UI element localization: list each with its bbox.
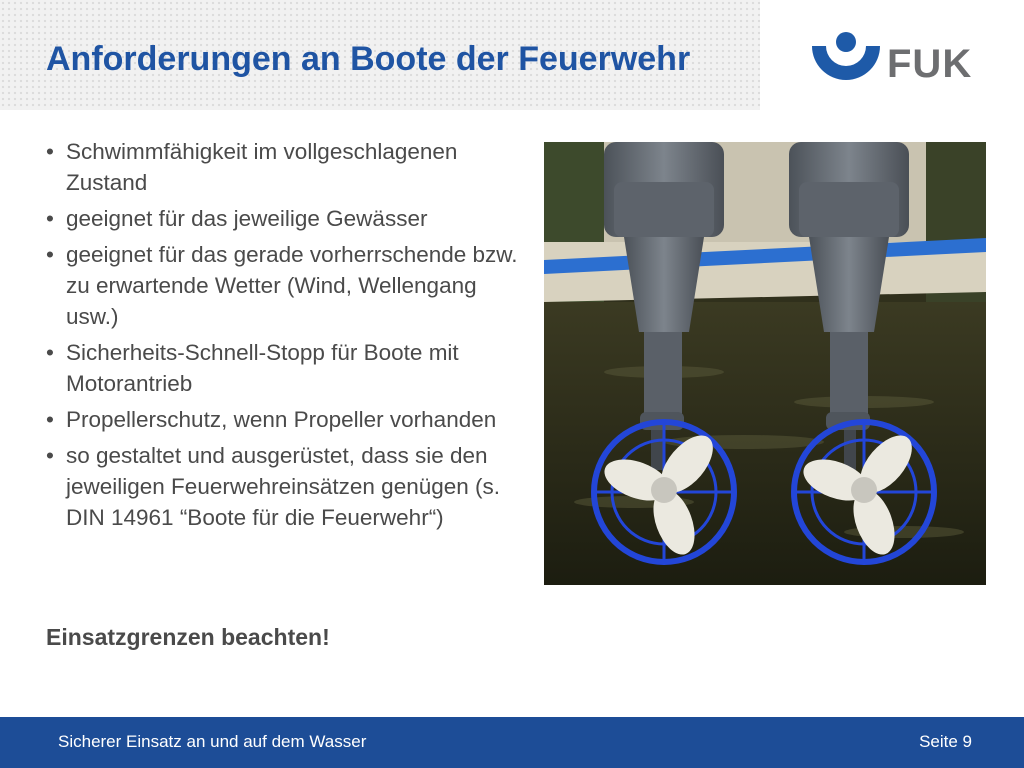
slide-header	[0, 0, 1024, 110]
bullet-list	[46, 136, 526, 538]
fuk-logo	[760, 0, 1024, 110]
fuk-logo-icon	[810, 30, 882, 82]
page-number: Seite 9	[919, 732, 972, 751]
bullet-item	[46, 203, 526, 234]
footer-title: Sicherer Einsatz an und auf dem Wasser	[58, 732, 367, 751]
bullet-dot: •	[46, 340, 54, 365]
bullet-text: Sicherheits-Schnell-Stopp für Boote mit Motorantrieb	[66, 340, 459, 396]
bullet-item	[46, 404, 526, 435]
bullet-item	[46, 239, 526, 332]
outboard-motors-photo	[544, 142, 986, 585]
bullet-item	[46, 337, 526, 399]
bullet-item	[46, 440, 526, 533]
bullet-dot: •	[46, 242, 54, 267]
bullet-dot: •	[46, 443, 54, 468]
bullet-dot: •	[46, 206, 54, 231]
bullet-text: Propellerschutz, wenn Propeller vorhanden	[66, 407, 497, 432]
bullet-text: Schwimmfähigkeit im vollgeschlagenen Zustand	[66, 139, 458, 195]
slide-footer	[0, 717, 1024, 768]
slide-title: Anforderungen an Boote der Feuerwehr	[46, 40, 691, 78]
bullet-dot: •	[46, 407, 54, 432]
bullet-dot: •	[46, 139, 54, 164]
bullet-text: geeignet für das gerade vorherrschende bzw. zu erwartende Wetter (Wind, Wellengang usw.)	[66, 242, 518, 329]
fuk-logo-text: FUK	[887, 42, 973, 86]
emphasis-text: Einsatzgrenzen beachten!	[46, 624, 330, 650]
bullet-text: geeignet für das jeweilige Gewässer	[66, 206, 428, 231]
bullet-text: so gestaltet und ausgerüstet, dass sie den jeweiligen Feuerwehreinsätzen genügen (s. DIN 14961 “Boote für die Feuerwehr“)	[66, 443, 501, 530]
bullet-item	[46, 136, 526, 198]
